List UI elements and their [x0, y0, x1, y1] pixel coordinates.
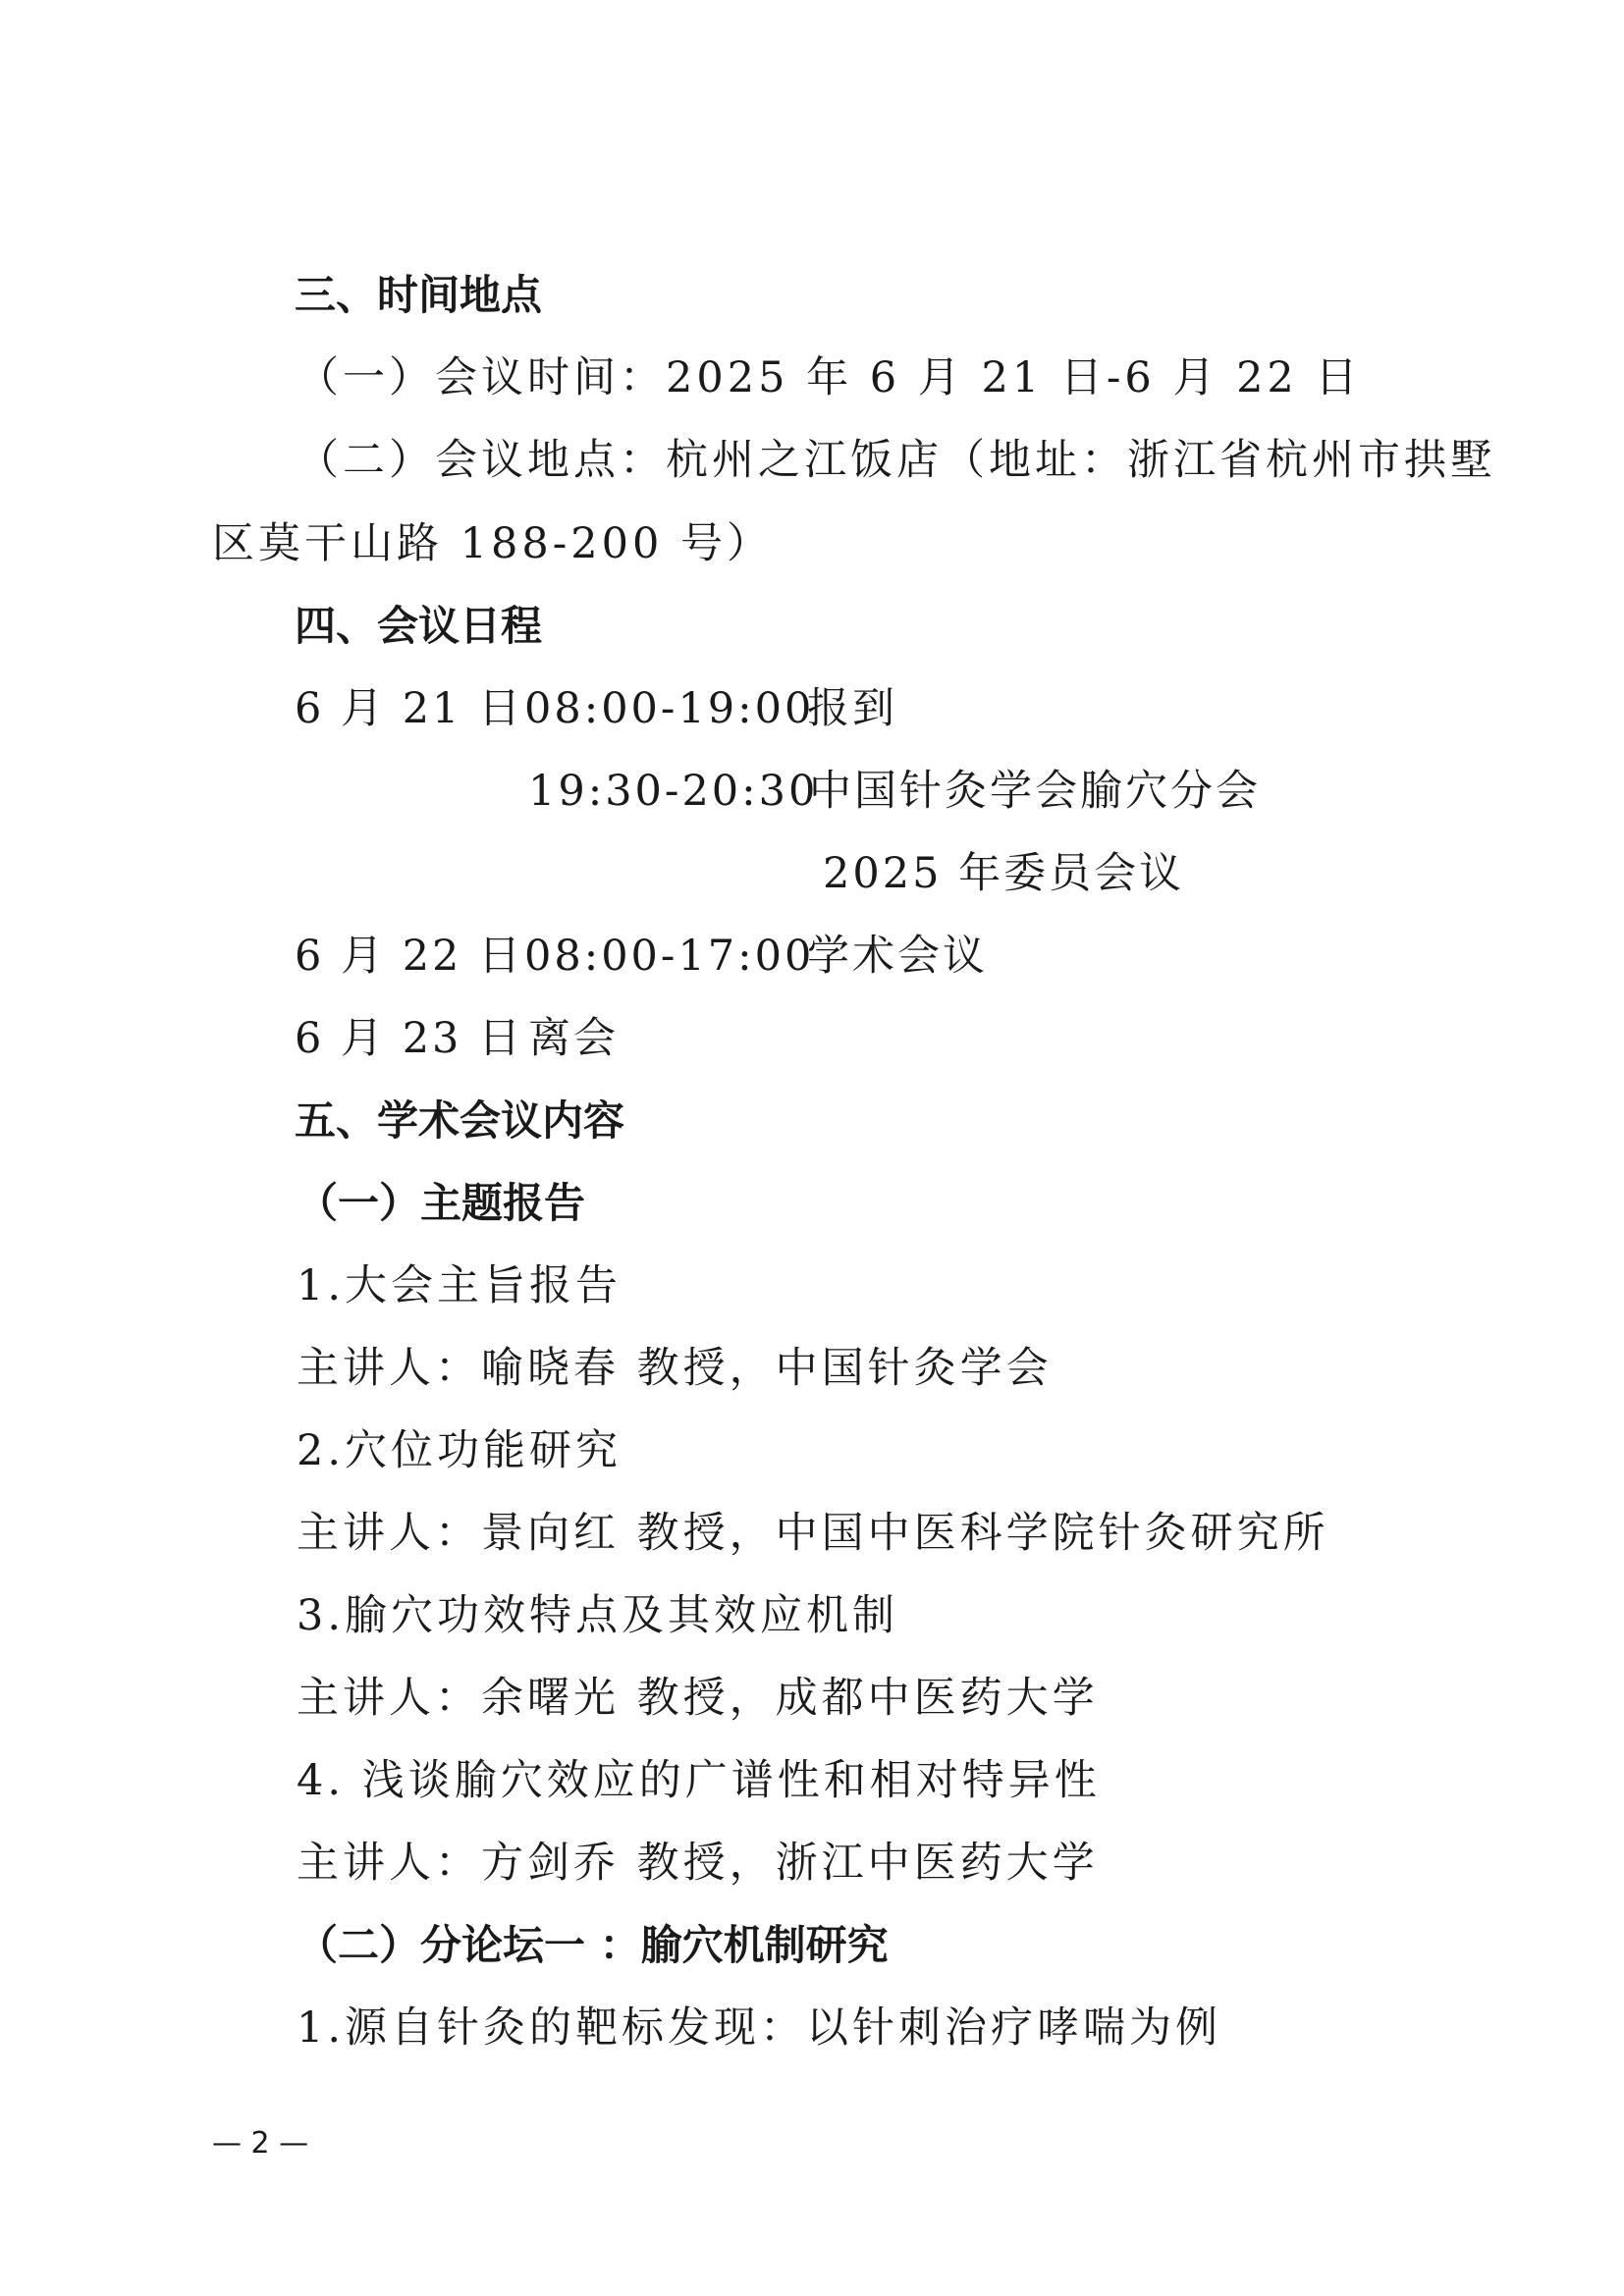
report-speaker: 主讲人：方剑乔 教授，浙江中医药大学: [297, 1839, 1099, 1888]
page-number: — 2 —: [212, 2126, 309, 2161]
report-title: 2.穴位功能研究: [297, 1426, 623, 1475]
schedule-event: 离会: [528, 1014, 619, 1063]
section-heading-time-place: 三、时间地点: [295, 271, 543, 319]
report-title: 1.大会主旨报告: [297, 1261, 623, 1310]
report-title: 1.源自针灸的靶标发现：以针刺治疗哮喘为例: [297, 2003, 1222, 2053]
report-speaker: 主讲人：余曙光 教授，成都中医药大学: [297, 1674, 1099, 1723]
report-speaker: 主讲人：景向红 教授，中国中医科学院针灸研究所: [297, 1509, 1329, 1558]
schedule-time: 08:00-19:00: [524, 684, 815, 733]
subsection-heading-keynote: （一）主题报告: [297, 1179, 586, 1227]
schedule-event: 报到: [807, 684, 897, 733]
schedule-date: 6 月 22 日: [295, 932, 524, 981]
meeting-place-line-1: （二）会议地点：杭州之江饭店（地址：浙江省杭州市拱墅: [297, 436, 1496, 485]
section-heading-schedule: 四、会议日程: [295, 602, 543, 650]
schedule-date: 6 月 21 日: [295, 684, 524, 733]
meeting-place-line-2: 区莫干山路 188-200 号）: [212, 519, 774, 568]
schedule-event: 学术会议: [807, 932, 988, 981]
schedule-date: 6 月 23 日: [295, 1014, 524, 1063]
report-title: 4. 浅谈腧穴效应的广谱性和相对特异性: [297, 1756, 1101, 1805]
schedule-event: 2025 年委员会议: [823, 849, 1185, 898]
section-heading-content: 五、学术会议内容: [295, 1096, 625, 1145]
schedule-event: 中国针灸学会腧穴分会: [809, 767, 1261, 816]
report-title: 3.腧穴功效特点及其效应机制: [297, 1591, 899, 1640]
schedule-time: 19:30-20:30: [528, 767, 819, 816]
schedule-time: 08:00-17:00: [524, 932, 815, 981]
report-speaker: 主讲人：喻晓春 教授，中国针灸学会: [297, 1344, 1053, 1393]
meeting-time-line: （一）会议时间：2025 年 6 月 21 日-6 月 22 日: [297, 353, 1362, 402]
subsection-heading-forum-1: （二）分论坛一 ：腧穴机制研究: [297, 1921, 889, 1969]
